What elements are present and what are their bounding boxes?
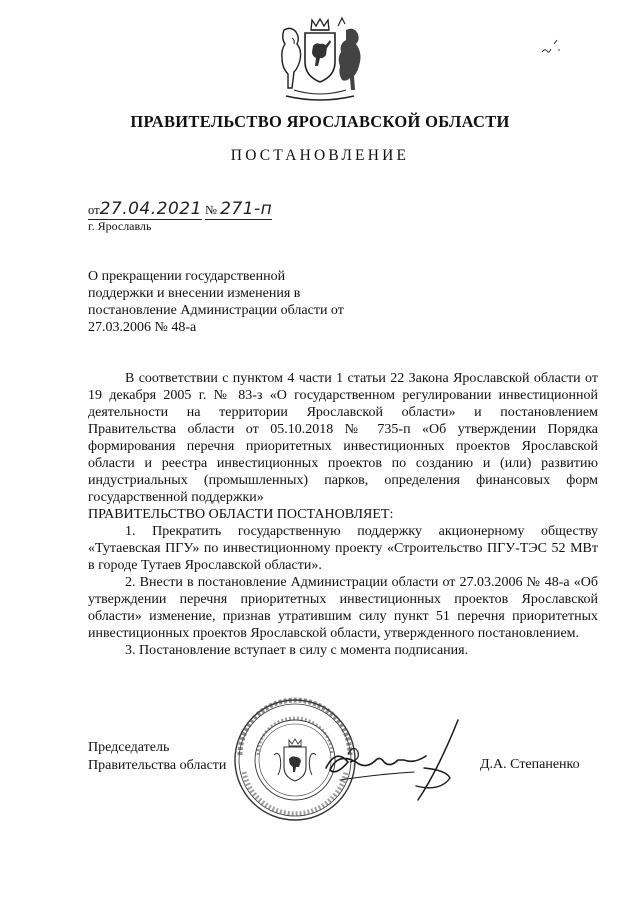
handwritten-signature (318, 710, 468, 820)
preamble-paragraph: В соответствии с пунктом 4 части 1 статьи 22 Закона Ярославской области от 19 декабря 2005 г. № 83-з «О государственном регулировании инвестиционной деятельности на территории Ярославской области» и постановлением Правительства области от 05.10.2018 № 735-п «Об утверждении Порядка формирования перечня приоритетных инвестиционных проектов Ярославской области и реестра инвестиционных проектов по созданию и (или) развитию индустриальных (промышленных) парков, определения финансовых форм государственной поддержки» (88, 371, 598, 505)
document-number: 271-п (220, 199, 273, 219)
date-number-line (88, 199, 272, 219)
resolution-heading: ПРАВИТЕЛЬСТВО ОБЛАСТИ ПОСТАНОВЛЯЕТ: (88, 507, 394, 522)
document-subject: О прекращении государственной поддержки и внесении изменения в постановление Администрации области от 27.03.2006 № 48-а (88, 269, 344, 335)
city: г. Ярославль (88, 219, 152, 233)
signatory-name: Д.А. Степаненко (480, 757, 580, 772)
item-3: 3. Постановление вступает в силу с момента подписания. (125, 643, 469, 658)
document-date: 27.04.2021 (99, 199, 202, 219)
number-prefix: № (205, 203, 217, 217)
position-line-1: Председатель (88, 740, 170, 755)
coat-of-arms-emblem (272, 16, 368, 106)
signatory-position (88, 739, 226, 775)
date-prefix: от (88, 203, 100, 217)
item-1: 1. Прекратить государственную поддержку акционерному обществу «Тутаевская ПГУ» по инвестиционному проекту «Строительство ПГУ-ТЭС 52 МВт в городе Тутаев Ярославской области». (88, 524, 598, 573)
handwritten-corner-mark (540, 38, 562, 58)
document-type: ПОСТАНОВЛЕНИЕ (230, 147, 410, 164)
position-line-2: Правительства области (88, 758, 227, 773)
government-title: ПРАВИТЕЛЬСТВО ЯРОСЛАВСКОЙ ОБЛАСТИ (130, 112, 510, 131)
document-body (88, 370, 598, 659)
item-2: 2. Внести в постановление Администрации области от 27.03.2006 № 48-а «Об утверждении перечня приоритетных инвестиционных проектов Ярославской области» изменение, признав утратившим силу пункт 51 перечня приоритетных инвестиционных проектов Ярославской области, утвержденного постановлением. (88, 575, 598, 641)
